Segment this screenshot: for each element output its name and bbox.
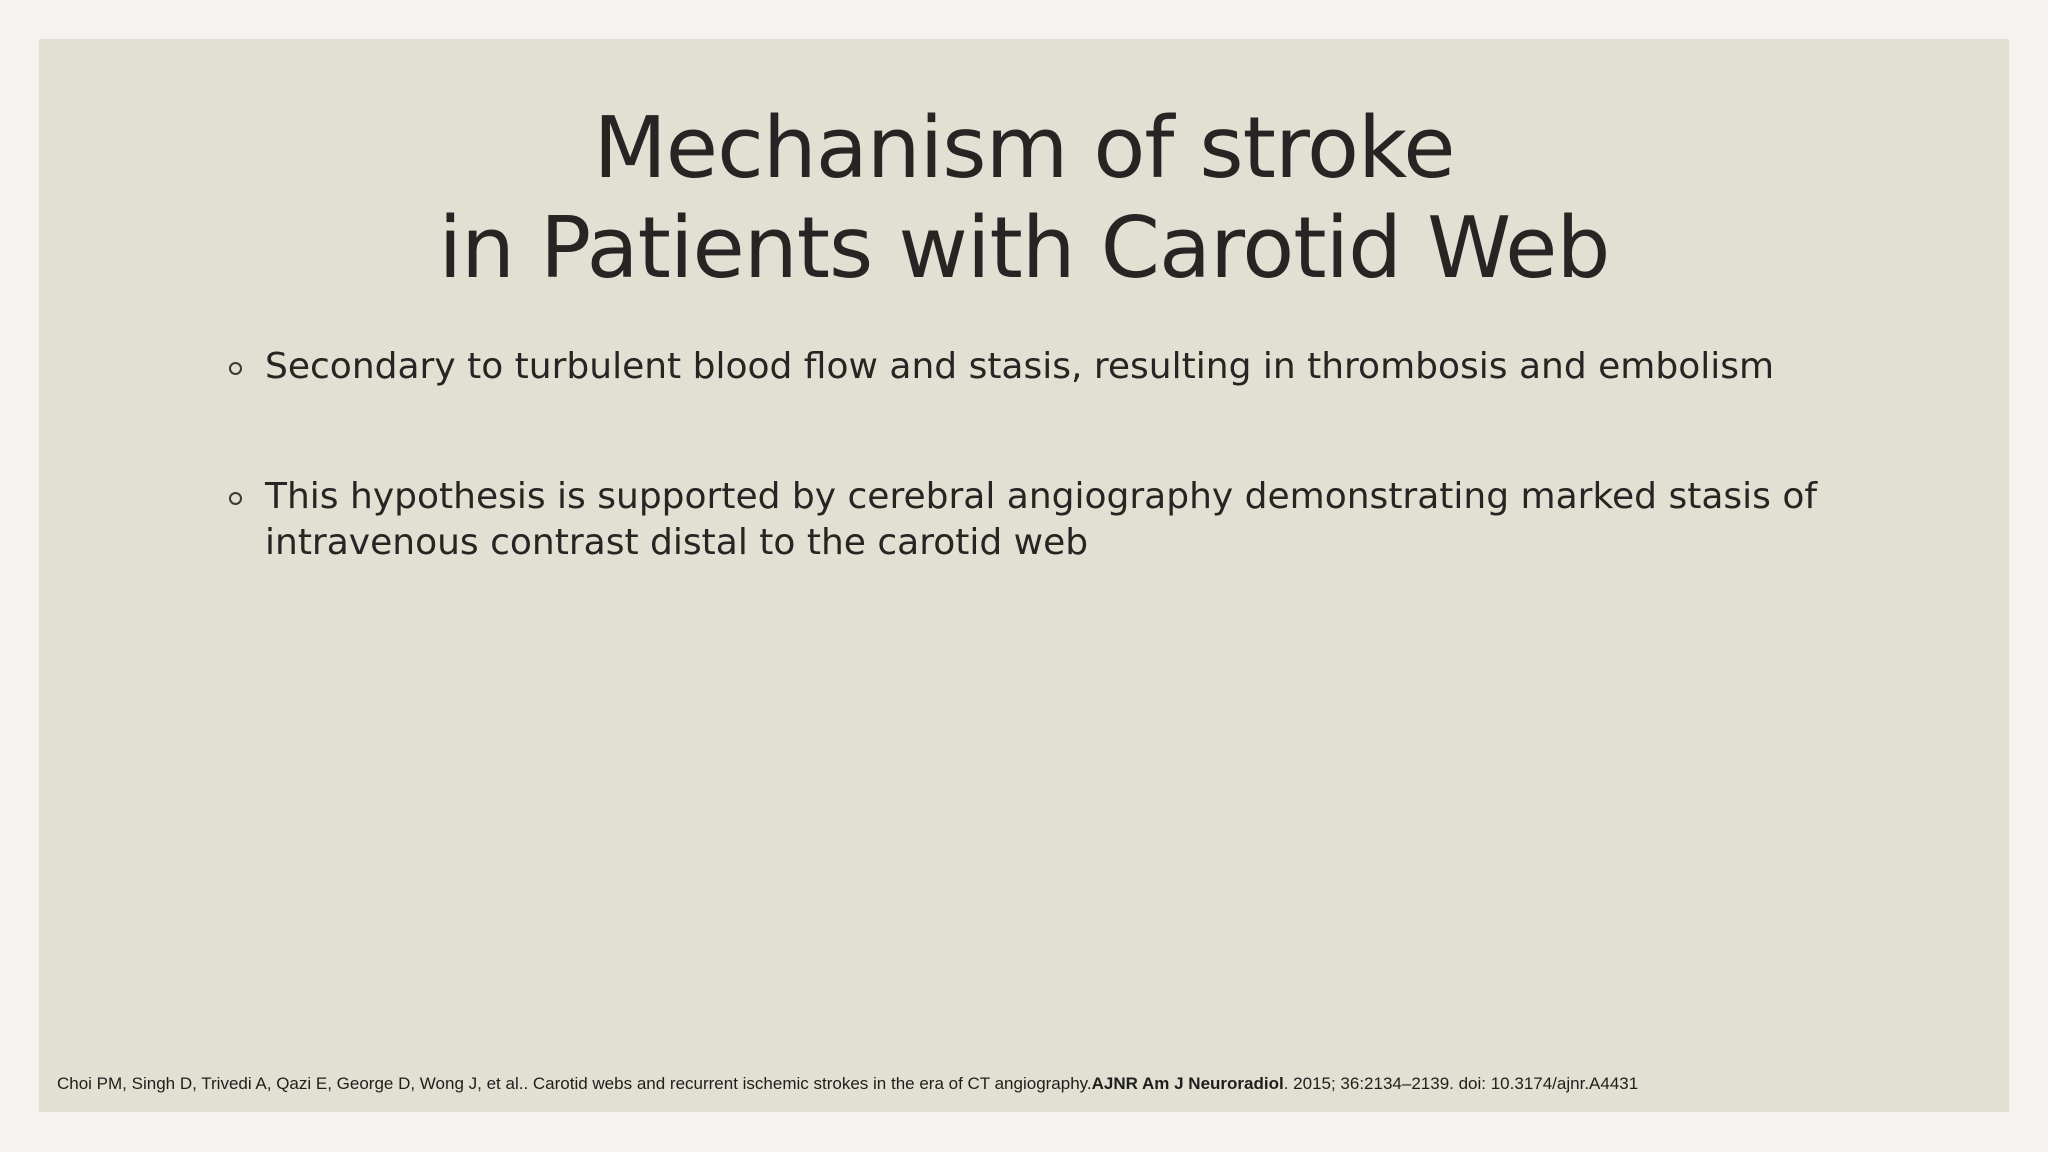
slide [39, 39, 2009, 1112]
citation-journal: AJNR Am J Neuroradiol [1091, 1074, 1284, 1093]
bullet-item [225, 344, 1825, 390]
title-line-2: in Patients with Carotid Web [438, 199, 1610, 298]
bullet-circle-icon [229, 362, 242, 375]
bullet-text: This hypothesis is supported by cerebral angiography demonstrating marked stasis of intravenous contrast distal to the carotid web [265, 476, 1818, 563]
citation-authors-title: Choi PM, Singh D, Trivedi A, Qazi E, George D, Wong J, et al.. Carotid webs and recurrent ischemic strokes in the era of CT angiography. [57, 1074, 1092, 1093]
citation [57, 1073, 1997, 1095]
bullet-circle-icon [229, 492, 242, 505]
bullet-text: Secondary to turbulent blood flow and stasis, resulting in thrombosis and embolism [265, 346, 1775, 387]
citation-details: . 2015; 36:2134–2139. doi: 10.3174/ajnr.A4431 [1283, 1074, 1639, 1093]
bullet-list [225, 344, 1825, 650]
slide-title [39, 99, 2009, 299]
title-line-1: Mechanism of stroke [593, 99, 1455, 198]
bullet-item [225, 474, 1825, 566]
